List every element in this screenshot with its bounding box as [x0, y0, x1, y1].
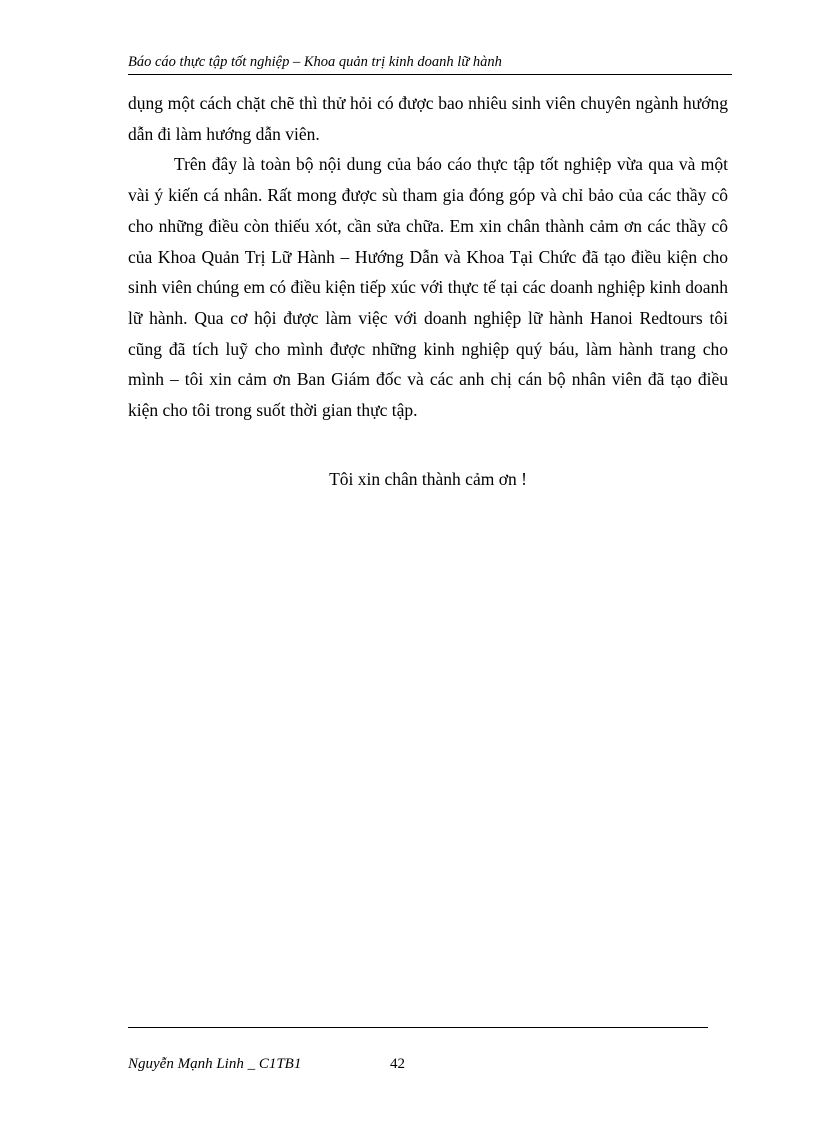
paragraph-acknowledgement: Trên đây là toàn bộ nội dung của báo cáo thực tập tốt nghiệp vừa qua và một vài ý kiến cá nhân. Rất mong được sù tham gia đóng góp và chỉ bảo của các thầy cô cho những điều còn thiếu xót, cần sửa chữa. Em xin chân thành cảm ơn các thầy cô của Khoa Quản Trị Lữ Hành – Hướng Dẫn và Khoa Tại Chức đã tạo điều kiện cho sinh viên chúng em có điều kiện tiếp xúc với thực tế tại các doanh nghiệp kinh doanh lữ hành. Qua cơ hội được làm việc với doanh nghiệp lữ hành Hanoi Redtours tôi cũng đã tích luỹ cho mình được những kinh nghiệp quý báu, làm hành trang cho mình – tôi xin cảm ơn Ban Giám đốc và các anh chị cán bộ nhân viên đã tạo điều kiện cho tôi trong suốt thời gian thực tập.: [128, 154, 728, 421]
paragraph-continuation: dụng một cách chặt chẽ thì thử hỏi có được bao nhiêu sinh viên chuyên ngành hướng dẫn đi làm hướng dẫn viên.: [128, 93, 728, 144]
closing-line: Tôi xin chân thành cảm ơn !: [329, 469, 527, 489]
footer-divider: [128, 1027, 708, 1028]
page-number: 42: [390, 1056, 405, 1072]
body-text: [128, 88, 728, 426]
running-header: Báo cáo thực tập tốt nghiệp – Khoa quản trị kinh doanh lữ hành: [128, 52, 732, 75]
footer-author: Nguyễn Mạnh Linh _ C1TB1: [128, 1056, 302, 1072]
